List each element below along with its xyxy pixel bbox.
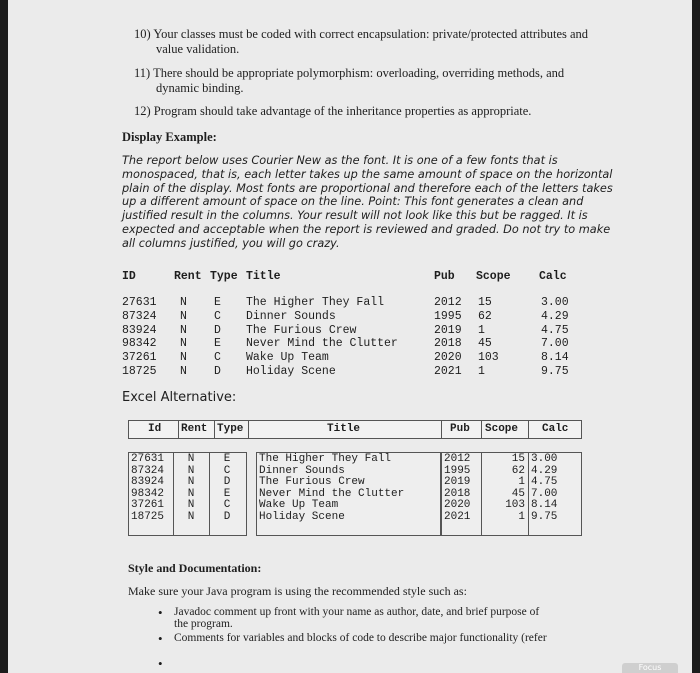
- display-paragraph: The report below uses Courier New as the font. It is one of a few fonts that is monospaced, that is, each letter takes up the same amount of space on the horizontal plain of the display. Most fonts are proportional and therefore each of the letters takes up a different amount of space on the line. Point: This font generates a clean and justified result in the columns. Your result will not look like this but be ragged. It is expected and acceptable when the report is reviewed and graded. Do not try to make all columns justified, you will go crazy.: [122, 154, 613, 250]
- excel-cell-type: C: [223, 499, 231, 512]
- report-cell-type: D: [214, 323, 221, 337]
- report-cell-type: D: [214, 365, 221, 378]
- report-cell-title: The Higher They Fall: [246, 296, 385, 309]
- excel-cell-type: C: [223, 464, 231, 477]
- excel-cell-pub: 2021: [444, 511, 471, 523]
- report-cell-scope: 15: [478, 296, 492, 309]
- report-cell-pub: 2018: [434, 337, 462, 351]
- excel-table: [128, 420, 581, 536]
- item-text: Your classes must be coded with correct encapsulation: private/protected attributes and value validation.: [153, 27, 589, 56]
- report-cell-id: 98342: [122, 337, 157, 351]
- report-cell-scope: 1: [478, 323, 485, 337]
- excel-cell-rent: N: [187, 499, 195, 512]
- report-cell-title: Dinner Sounds: [246, 309, 336, 323]
- bullet-dot: •: [158, 605, 163, 620]
- bullet-item-2: Comments for variables and blocks of code to describe major functionality (refer: [174, 632, 547, 644]
- report-header-scope: Scope: [476, 270, 511, 283]
- excel-header-calc: Calc: [542, 423, 569, 435]
- report-cell-rent: N: [180, 323, 187, 337]
- excel-header-id: Id: [148, 423, 162, 435]
- excel-cell-scope: 15: [511, 453, 525, 465]
- report-cell-id: 27631: [122, 296, 157, 309]
- report-header-id: ID: [122, 270, 136, 283]
- report-header-calc: Calc: [539, 270, 567, 283]
- report-header-rent: Rent: [174, 270, 202, 283]
- report-cell-title: Never Mind the Clutter: [246, 337, 398, 351]
- excel-header-scope: Scope: [485, 423, 519, 435]
- excel-cell-type: E: [223, 453, 231, 465]
- item-text: Program should take advantage of the inheritance properties as appropriate.: [153, 104, 532, 118]
- excel-cell-pub: 2018: [444, 487, 471, 500]
- report-cell-calc: 8.14: [541, 351, 569, 365]
- list-item-11: [134, 66, 604, 96]
- list-item-12: [134, 104, 604, 119]
- excel-cell-title: The Furious Crew: [259, 476, 365, 489]
- excel-cell-title: The Higher They Fall: [259, 453, 392, 465]
- report-cell-title: Wake Up Team: [246, 351, 329, 365]
- excel-cell-id: 37261: [131, 499, 165, 512]
- excel-cell-calc: 9.75: [531, 511, 558, 523]
- excel-cell-type: D: [223, 511, 231, 523]
- excel-header-pub: Pub: [450, 423, 470, 435]
- excel-cell-pub: 2019: [444, 476, 471, 489]
- report-cell-rent: N: [180, 351, 187, 365]
- report-cell-pub: 2021: [434, 365, 462, 378]
- excel-cell-calc: 4.75: [531, 476, 558, 489]
- excel-cell-pub: 1995: [444, 464, 471, 477]
- report-cell-pub: 1995: [434, 309, 462, 323]
- bullet-dot: •: [158, 631, 163, 646]
- display-heading: Display Example:: [122, 130, 217, 144]
- report-cell-calc: 3.00: [541, 296, 569, 309]
- excel-cell-calc: 4.29: [531, 464, 558, 477]
- report-cell-calc: 4.75: [541, 323, 569, 337]
- document-page: [8, 0, 692, 673]
- excel-cell-rent: N: [187, 476, 195, 489]
- focus-badge[interactable]: [622, 663, 678, 673]
- report-cell-rent: N: [180, 337, 187, 351]
- excel-cell-id: 98342: [131, 487, 165, 500]
- excel-cell-title: Wake Up Team: [259, 499, 339, 512]
- item-number: 11): [134, 66, 151, 80]
- report-cell-calc: 4.29: [541, 309, 569, 323]
- excel-heading: Excel Alternative:: [122, 390, 237, 405]
- excel-cell-rent: N: [187, 464, 195, 477]
- report-cell-type: C: [214, 309, 221, 323]
- bullet-dot: •: [158, 656, 163, 671]
- excel-cell-calc: 3.00: [531, 453, 558, 465]
- report-cell-title: The Furious Crew: [246, 323, 357, 337]
- report-cell-id: 87324: [122, 309, 157, 323]
- excel-cell-type: E: [223, 487, 231, 500]
- excel-cell-scope: 62: [511, 464, 525, 477]
- report-cell-scope: 103: [478, 351, 499, 365]
- report-cell-rent: N: [180, 309, 187, 323]
- excel-cell-type: D: [223, 476, 231, 489]
- excel-cell-id: 87324: [131, 464, 165, 477]
- item-text: There should be appropriate polymorphism: overloading, overriding methods, and dynamic binding.: [153, 66, 565, 95]
- report-cell-pub: 2020: [434, 351, 462, 365]
- report-cell-scope: 45: [478, 337, 492, 351]
- excel-cell-scope: 1: [518, 476, 525, 489]
- excel-cell-title: Holiday Scene: [259, 511, 345, 523]
- style-intro: Make sure your Java program is using the recommended style such as:: [128, 584, 467, 598]
- report-cell-id: 18725: [122, 365, 157, 378]
- excel-cell-calc: 7.00: [531, 487, 558, 500]
- report-header-type: Type: [210, 270, 238, 283]
- style-heading: Style and Documentation:: [128, 561, 262, 575]
- excel-header-rent: Rent: [181, 423, 208, 435]
- excel-cell-rent: N: [187, 511, 195, 523]
- excel-cell-id: 83924: [131, 476, 165, 489]
- excel-cell-scope: 1: [518, 511, 525, 523]
- list-item-10: [134, 27, 604, 57]
- report-cell-id: 37261: [122, 351, 157, 365]
- report-cell-title: Holiday Scene: [246, 365, 336, 378]
- report-cell-pub: 2012: [434, 296, 462, 309]
- report-cell-type: E: [214, 296, 221, 309]
- report-cell-pub: 2019: [434, 323, 462, 337]
- report-cell-rent: N: [180, 296, 187, 309]
- item-number: 10): [134, 27, 151, 41]
- excel-cell-id: 18725: [131, 511, 165, 523]
- report-cell-calc: 9.75: [541, 365, 569, 378]
- report-header-pub: Pub: [434, 270, 455, 283]
- excel-cell-id: 27631: [131, 453, 165, 465]
- excel-header-title: Title: [327, 423, 361, 435]
- report-cell-scope: 62: [478, 309, 492, 323]
- report-cell-type: C: [214, 351, 221, 365]
- focus-label: Focus: [638, 663, 662, 672]
- excel-cell-title: Dinner Sounds: [259, 464, 345, 477]
- excel-cell-pub: 2020: [444, 499, 471, 512]
- excel-cell-rent: N: [187, 487, 195, 500]
- report-cell-rent: N: [180, 365, 187, 378]
- excel-cell-scope: 45: [511, 487, 525, 500]
- excel-cell-calc: 8.14: [531, 499, 558, 512]
- excel-cell-title: Never Mind the Clutter: [259, 487, 405, 500]
- report-cell-calc: 7.00: [541, 337, 569, 351]
- excel-cell-rent: N: [187, 453, 195, 465]
- excel-header-type: Type: [217, 423, 244, 435]
- bullet-item-1: Javadoc comment up front with your name as author, date, and brief purpose of the program.: [174, 606, 540, 630]
- item-number: 12): [134, 104, 151, 118]
- report-cell-id: 83924: [122, 323, 157, 337]
- report-cell-scope: 1: [478, 365, 485, 378]
- report-cell-type: E: [214, 337, 221, 351]
- excel-cell-scope: 103: [505, 499, 525, 512]
- excel-cell-pub: 2012: [444, 453, 471, 465]
- report-header-title: Title: [246, 270, 281, 283]
